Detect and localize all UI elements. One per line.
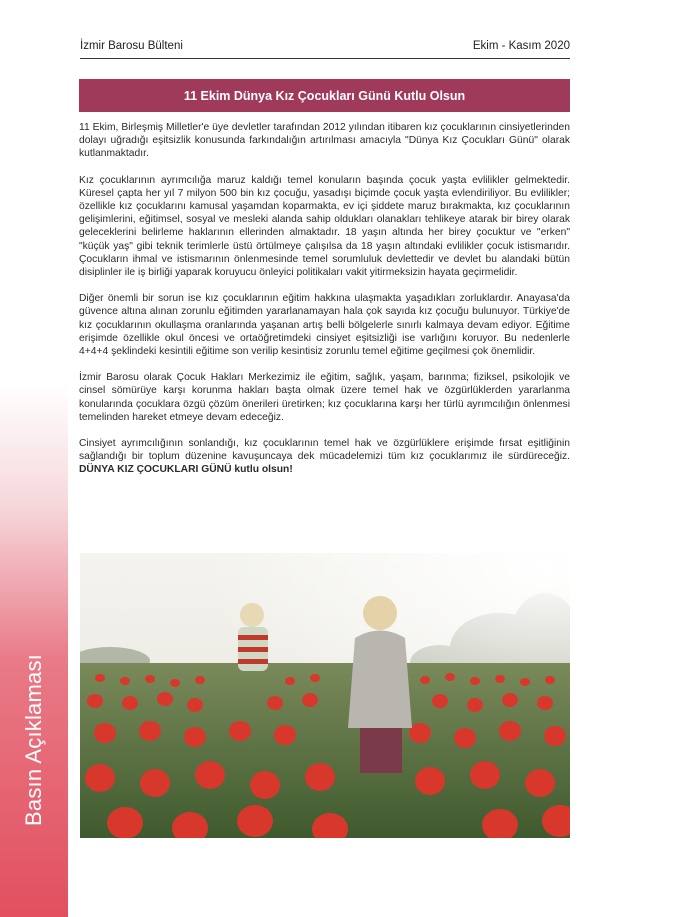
paragraph-3: Diğer önemli bir sorun ise kız çocuklarının eğitim hakkına ulaşmakta yaşadıkları zorluklardır. Anayasa'da güvence altına alınan zorunlu eğitimden yararlanamayan hala çok sayıda kız çocuğu bulunuyor. Türkiye'de kız çocuklarının okullaşma oranlarında yaşanan artış belli bölgelerle sınırlı kalmaya devam ediyor. Eğitime erişimde özellikle okul öncesi ve ortaöğretimdeki cinsiyet eşitsizliği ise varlığını koruyor. Bu nedenlerle 4+4+4 şeklindeki kesintili eğitime son verilip kesintisiz zorunlu temel eğitime geçilmesi çok önemlidir. xyxy=(79,293,570,358)
tulip-field-photo xyxy=(80,553,570,838)
paragraph-2: Kız çocuklarının ayrımcılığa maruz kaldığı temel konuların başında çocuk yaşta evlilikler gelmektedir. Küresel çapta her yıl 7 milyon 500 bin kız çocuğu, yasadışı biçimde çocuk yaşta evlendiriliyor. Bu evlilikler; özellikle kız çocuklarını kamusal yaşamdan koparmakta, ev içi şiddete maruz bırakmakta, kız çocuklarının gelişimlerini, eğitimsel, sosyal ve mesleki alanda sahip oldukları olanakları tehlikeye atarak bir birey olarak geleceklerini belirleme haklarının ellerinden almaktadır. 18 yaşın altında her birey çocuktur ve "erken" "küçük yaş" gibi teknik terimlerle üstü örtülmeye çalışılsa da 18 yaşın altındaki evlilikler çocuk istismarıdır. Çocukların ihmal ve istismarının önlenmesinde temel sorumluluk devlettedir ve devlet bu alandaki bütün disiplinler ile iş birliği yaparak koruyucu önleyici politikaları vakit yitirmeksizin hayata geçirmelidir. xyxy=(79,174,570,279)
closing-text: Cinsiyet ayrımcılığının sonlandığı, kız çocuklarının temel hak ve özgürlüklere erişimde fırsat eşitliğinin sağlandığı bir toplum düzenine kavuşuncaya dek mücadelemizi tüm kız çocuklarımız ile sürdüreceğiz. xyxy=(79,438,570,463)
article-title-bar xyxy=(79,79,570,112)
header-divider xyxy=(80,58,570,59)
article-photo xyxy=(80,553,570,838)
article-body xyxy=(79,121,570,490)
issue-date: Ekim - Kasım 2020 xyxy=(472,40,570,52)
publication-name: İzmir Barosu Bülteni xyxy=(80,40,183,52)
page-header xyxy=(80,40,570,56)
closing-emphasis: DÜNYA KIZ ÇOCUKLARI GÜNÜ kutlu olsun! xyxy=(79,464,293,476)
paragraph-1: 11 Ekim, Birleşmiş Milletler'e üye devletler tarafından 2012 yılından itibaren kız çocuklarının cinsiyetlerinden dolayı uğradığı eşitsizlik konusunda farkındalığın artırılması amacıyla "Dünya Kız Çocukları Günü" olarak kutlanmaktadır. xyxy=(79,122,570,160)
child-far xyxy=(238,603,268,671)
article-title: 11 Ekim Dünya Kız Çocukları Günü Kutlu Olsun xyxy=(183,88,466,103)
section-label xyxy=(4,620,64,860)
closing-paragraph xyxy=(79,437,570,477)
section-label-text: Basın Açıklaması xyxy=(21,654,47,826)
paragraph-4: İzmir Barosu olarak Çocuk Hakları Merkezimiz ile eğitim, sağlık, yaşam, barınma; fiziksel, psikolojik ve cinsel sömürüye karşı korunma hakları başta olmak üzere temel hak ve özgürlüklerden yararlanma konularında çocuklara özgü çözüm önerileri üretirken; kız çocuklarına karşı her türlü ayrımcılığın önlenmesi temelinden hareket etmeye devam edeceğiz. xyxy=(79,372,570,423)
